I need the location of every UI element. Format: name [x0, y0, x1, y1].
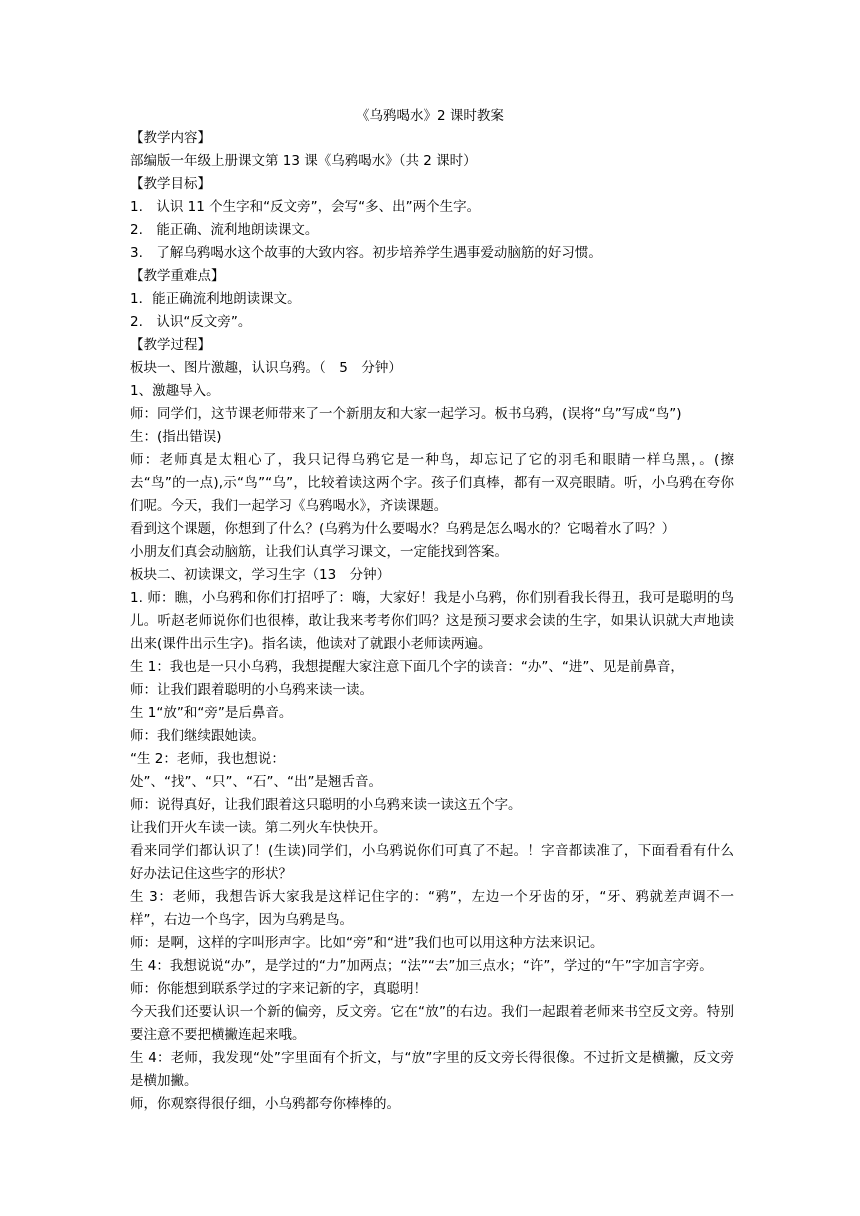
- text-line: 小朋友们真会动脑筋，让我们认真学习课文，一定能找到答案。: [130, 544, 508, 560]
- text-line: 1、激趣导入。: [130, 383, 220, 399]
- text-line: “生 2：老师，我也想说：: [130, 751, 285, 767]
- paragraph: 今天我们还要认识一个新的偏旁，反文旁。它在“放”的右边。我们一起跟着老师来书空反文旁。特别要注意不要把横撇连起来哦。: [130, 1004, 734, 1043]
- paragraph: 生 3：老师，我想告诉大家我是这样记住字的：“鸦”，左边一个牙齿的牙，“牙、鸦就差声调不一样”，右边一个鸟字，因为乌鸦是鸟。: [130, 889, 734, 928]
- text-line: 【教学过程】: [130, 337, 211, 353]
- text-line: 生 1“放”和“旁”是后鼻音。: [130, 705, 293, 721]
- text-line: 部编版一年级上册课文第 13 课《乌鸦喝水》（共 2 课时）: [130, 153, 477, 169]
- text-line: 师：我们继续跟她读。: [130, 728, 265, 744]
- text-line: 师：是啊，这样的字叫形声字。比如“旁”和“进”我们也可以用这种方法来识记。: [130, 935, 604, 951]
- paragraph: 师：老师真是太粗心了，我只记得乌鸦它是一种鸟，却忘记了它的羽毛和眼睛一样乌黑，。(擦去“鸟”的一点),示“鸟”“乌”，比较着读这两个字。孩子们真棒，都有一双亮眼睛。听，小乌鸦在夸你们呢。今天，我们一起学习《乌鸦喝水》，齐读课题。: [130, 452, 734, 514]
- text-line: 师：让我们跟着聪明的小乌鸦来读一读。: [130, 682, 373, 698]
- text-line: 让我们开火车读一读。第二列火车快快开。: [130, 820, 387, 836]
- text-line: 处”、“找”、“只”、“石”、“出”是翘舌音。: [130, 774, 382, 790]
- text-line: 板块二、初读课文，学习生字（13 分钟）: [130, 567, 391, 583]
- text-line: 2. 认识“反文旁”。: [130, 314, 252, 330]
- text-line: 师：同学们，这节课老师带来了一个新朋友和大家一起学习。板书乌鸦，(误将“乌”写成“鸟”): [130, 406, 682, 422]
- text-line: 看到这个课题，你想到了什么？(乌鸦为什么要喝水？乌鸦是怎么喝水的？它喝着水了吗？）: [130, 521, 676, 537]
- text-line: 2. 能正确、流利地朗读课文。: [130, 222, 319, 238]
- text-line: 师，你观察得很仔细，小乌鸦都夸你棒棒的。: [130, 1096, 400, 1112]
- paragraph: 1. 师：瞧，小乌鸦和你们打招呼了：嗨，大家好！我是小乌鸦，你们别看我长得丑，我可是聪明的鸟儿。听赵老师说你们也很棒，敢让我来考考你们吗？这是预习要求会读的生字，如果认识就大声地读出来(课件出示生字)。指名读，他读对了就跟小老师读两遍。: [130, 590, 734, 652]
- text-line: 3. 了解乌鸦喝水这个故事的大致内容。初步培养学生遇事爱动脑筋的好习惯。: [130, 245, 602, 261]
- text-line: 生 1：我也是一只小乌鸦，我想提醒大家注意下面几个字的读音：“办”、“进”、见是前鼻音，: [130, 659, 684, 675]
- text-line: 师：你能想到联系学过的字来记新的字，真聪明！: [130, 981, 427, 997]
- text-line: 生：(指出错误): [130, 429, 222, 445]
- paragraph: 生 4：老师，我发现“处”字里面有个折文，与“放”字里的反文旁长得很像。不过折文是横撇，反文旁是横加撇。: [130, 1050, 734, 1089]
- document-body: [130, 127, 734, 1116]
- text-line: 师：说得真好，让我们跟着这只聪明的小乌鸦来读一读这五个字。: [130, 797, 522, 813]
- text-line: 【教学内容】: [130, 130, 211, 146]
- text-line: 1．能正确流利地朗读课文。: [130, 291, 301, 307]
- text-line: 生 4：我想说说“办”，是学过的“力”加两点；“法”“去”加三点水；“许”，学过的“午”字加言字旁。: [130, 958, 713, 974]
- text-line: 【教学重难点】: [130, 268, 225, 284]
- document-title: 《乌鸦喝水》2 课时教案: [356, 108, 504, 124]
- text-line: 【教学目标】: [130, 176, 211, 192]
- text-line: 板块一、图片激趣，认识乌鸦。（ 5 分钟）: [130, 360, 402, 376]
- text-line: 1. 认识 11 个生字和“反文旁”，会写“多、出”两个生字。: [130, 199, 481, 215]
- paragraph: 看来同学们都认识了！(生读)同学们，小乌鸦说你们可真了不起。！字音都读准了，下面看看有什么好办法记住这些字的形状？: [130, 843, 734, 882]
